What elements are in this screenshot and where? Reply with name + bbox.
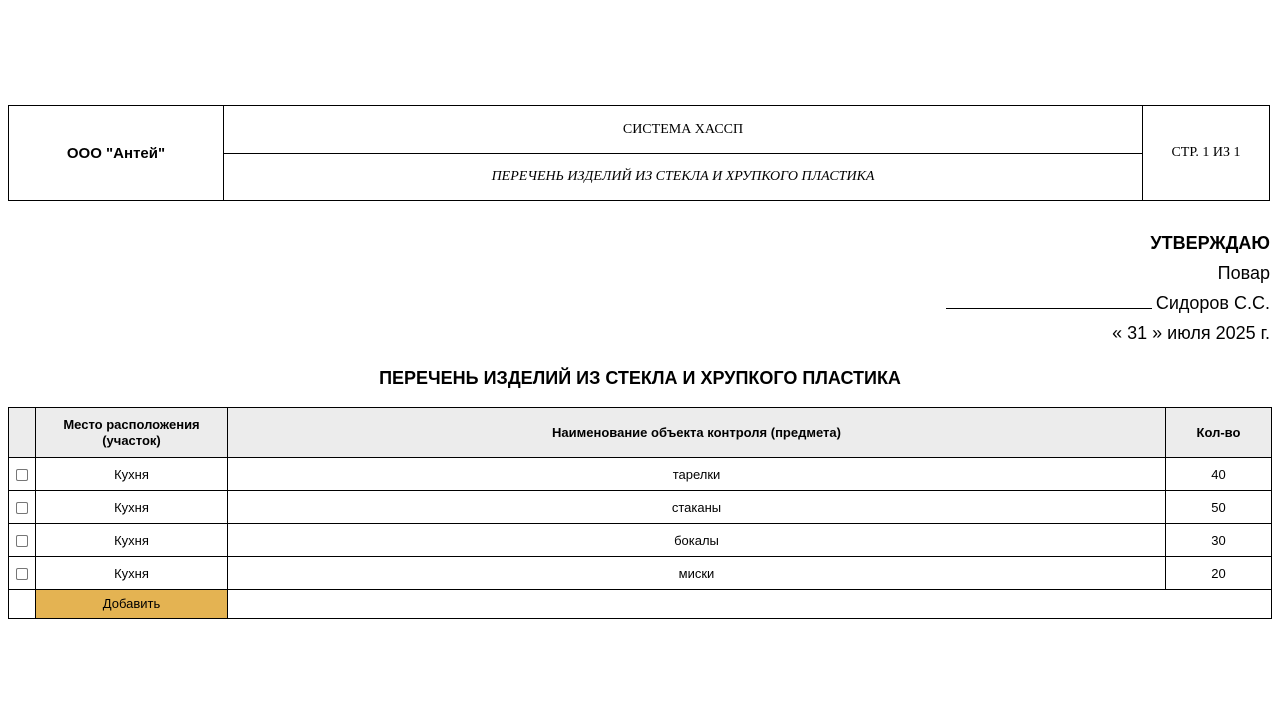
header-location: Место расположения (участок) bbox=[36, 408, 228, 458]
system-name: СИСТЕМА ХАССП bbox=[224, 106, 1142, 154]
items-table bbox=[8, 407, 1272, 619]
row-location: Кухня bbox=[36, 491, 228, 524]
row-select-cell bbox=[9, 524, 36, 557]
approval-heading: УТВЕРЖДАЮ bbox=[1150, 233, 1270, 253]
header-middle bbox=[224, 106, 1143, 200]
row-location: Кухня bbox=[36, 524, 228, 557]
header-select-column bbox=[9, 408, 36, 458]
organization-name: ООО "Антей" bbox=[9, 106, 224, 200]
header-document-title: ПЕРЕЧЕНЬ ИЗДЕЛИЙ ИЗ СТЕКЛА И ХРУПКОГО ПЛАСТИКА bbox=[491, 169, 875, 184]
table-row bbox=[9, 491, 1272, 524]
approval-signature-row bbox=[946, 288, 1270, 318]
row-checkbox[interactable] bbox=[16, 502, 28, 514]
footer-empty-cell bbox=[9, 590, 36, 619]
row-item-name: бокалы bbox=[228, 524, 1166, 557]
document-header bbox=[8, 105, 1270, 201]
add-button[interactable]: Добавить bbox=[102, 596, 161, 611]
row-quantity: 20 bbox=[1166, 557, 1272, 590]
table-footer-row bbox=[9, 590, 1272, 619]
row-quantity: 30 bbox=[1166, 524, 1272, 557]
row-select-cell bbox=[9, 491, 36, 524]
row-select-cell bbox=[9, 458, 36, 491]
table-row bbox=[9, 524, 1272, 557]
row-quantity: 40 bbox=[1166, 458, 1272, 491]
page-title: ПЕРЕЧЕНЬ ИЗДЕЛИЙ ИЗ СТЕКЛА И ХРУПКОГО ПЛАСТИКА bbox=[379, 368, 901, 388]
header-item-name: Наименование объекта контроля (предмета) bbox=[228, 408, 1166, 458]
row-item-name: миски bbox=[228, 557, 1166, 590]
row-location: Кухня bbox=[36, 458, 228, 491]
approval-signer: Сидоров С.С. bbox=[1155, 293, 1270, 313]
footer-spacer-cell bbox=[228, 590, 1272, 619]
table-row bbox=[9, 458, 1272, 491]
header-quantity: Кол-во bbox=[1166, 408, 1272, 458]
approval-date: « 31 » июля 2025 г. bbox=[1112, 323, 1270, 343]
approval-block bbox=[946, 228, 1270, 348]
row-location: Кухня bbox=[36, 557, 228, 590]
approval-position: Повар bbox=[1217, 263, 1270, 283]
row-select-cell bbox=[9, 557, 36, 590]
row-checkbox[interactable] bbox=[16, 535, 28, 547]
table-header-row bbox=[9, 408, 1272, 458]
table-row bbox=[9, 557, 1272, 590]
add-button-cell[interactable] bbox=[36, 590, 228, 619]
page-number: СТР. 1 ИЗ 1 bbox=[1171, 145, 1241, 160]
row-item-name: стаканы bbox=[228, 491, 1166, 524]
row-checkbox[interactable] bbox=[16, 469, 28, 481]
signature-line bbox=[946, 288, 1152, 309]
row-item-name: тарелки bbox=[228, 458, 1166, 491]
row-quantity: 50 bbox=[1166, 491, 1272, 524]
row-checkbox[interactable] bbox=[16, 568, 28, 580]
